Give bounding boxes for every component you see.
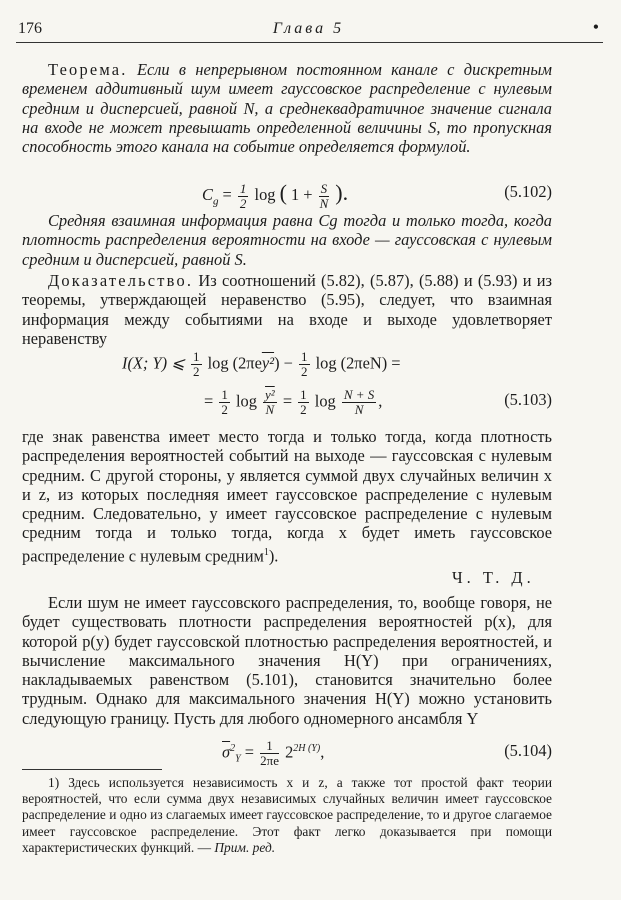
theorem-text: Если в непрерывном постоянном канале с дискретным временем аддитивный шум имеет гауссовское распределение с нулевым средним и дисперсией, равной N, а среднеквадратичное значение сигнала на входе не может превышать определенной величины S, то пропускная способность этого канала на событие определяется формулой. bbox=[22, 60, 552, 157]
equation-5-103-line2: = $\frac{1}{2}$ log $\frac{\text{y²}}{N}$ = $\frac{1}{2}$ log $\frac{N + S}{N}$ , (5.103) bbox=[204, 387, 552, 417]
footnote bbox=[22, 775, 552, 856]
proof-text: Из соотношений (5.82), (5.87), (5.88) и (5.93) и из теоремы, утверждающей неравенство (5.95), следует, что взаимная информация между событиями на входе и выходе удовлетворяет неравенству bbox=[22, 271, 552, 348]
theorem-label: Теорема. bbox=[48, 60, 128, 79]
eq103-number: (5.103) bbox=[504, 390, 552, 409]
header-rule bbox=[16, 42, 603, 43]
eq102-formula: $C_g$ = $\frac{1}{2}$ log ( 1 + $\frac{S}{N}$ ). bbox=[202, 180, 349, 211]
eq104-number: (5.104) bbox=[504, 741, 552, 760]
equation-5-104: $\overline{\sigma}^2_Y$ = $\frac{1}{2\pi e}$ $2^{2H (Y)}$, (5.104) bbox=[222, 738, 552, 768]
footnote-ref: 1 bbox=[263, 546, 269, 558]
footnote-editor-note: Прим. ред. bbox=[214, 839, 276, 855]
proof-paragraph bbox=[22, 271, 552, 348]
header-mark: • bbox=[592, 17, 599, 37]
qed-mark: Ч. Т. Д. bbox=[452, 568, 535, 587]
equation-5-102 bbox=[22, 176, 552, 211]
proof-label: Доказательство. bbox=[48, 271, 194, 290]
footnote-rule bbox=[22, 769, 162, 770]
page-number: 176 bbox=[18, 20, 42, 37]
equation-5-103-line1: I(X; Y) ⩽ $\frac{1}{2}$ log (2πey²) − $\frac{1}{2}$ log (2πeN) = bbox=[122, 349, 401, 379]
body-paragraph: Если шум не имеет гауссовского распределения, то, вообще говоря, не будет существовать плотности распределения вероятностей p(x), для которой p(y) будет гауссовской плотностью распределения вероятностей, и вычисление максимального значения H(Y) при ограничениях, накладываемых равенством (5.101), становится значительно более трудным. Однако для максимального значения H(Y) можно установить следующую границу. Пусть для любого одномерного ансамбля Y bbox=[22, 593, 552, 728]
theorem-continuation: Средняя взаимная информация равна Cg тогда и только тогда, когда плотность распределения вероятности на входе — гауссовская с нулевым средним и дисперсией, равной S. bbox=[22, 211, 552, 269]
footnote-text: Здесь используется независимость x и z, а также тот простой факт теории вероятностей, что если сумма двух независимых случайных величин имеет гауссовское распределение и одно из слагаемых имеет гауссовское распределение, то и другое слагаемое имеет гауссовское распределение. Этот факт легко доказывается при помощи характеристических функций. — bbox=[22, 775, 552, 855]
eq102-number: (5.102) bbox=[504, 182, 552, 201]
footnote-mark: 1) bbox=[48, 775, 60, 790]
theorem-statement bbox=[22, 60, 552, 156]
proof-continuation: где знак равенства имеет место тогда и только тогда, когда плотность распределения вероятностей событий на выходе — гауссовская с нулевым средним. С другой стороны, y является суммой двух случайных величин x и z, из которых последняя имеет гауссовское распределение с нулевым средним. Следовательно, y имеет гауссовское распределение с нулевым средним тогда и только тогда, когда x будет иметь гауссовское распределение с нулевым средним$^1$). bbox=[22, 427, 552, 566]
page-header bbox=[18, 17, 599, 40]
running-head: Глава 5 bbox=[272, 20, 345, 37]
